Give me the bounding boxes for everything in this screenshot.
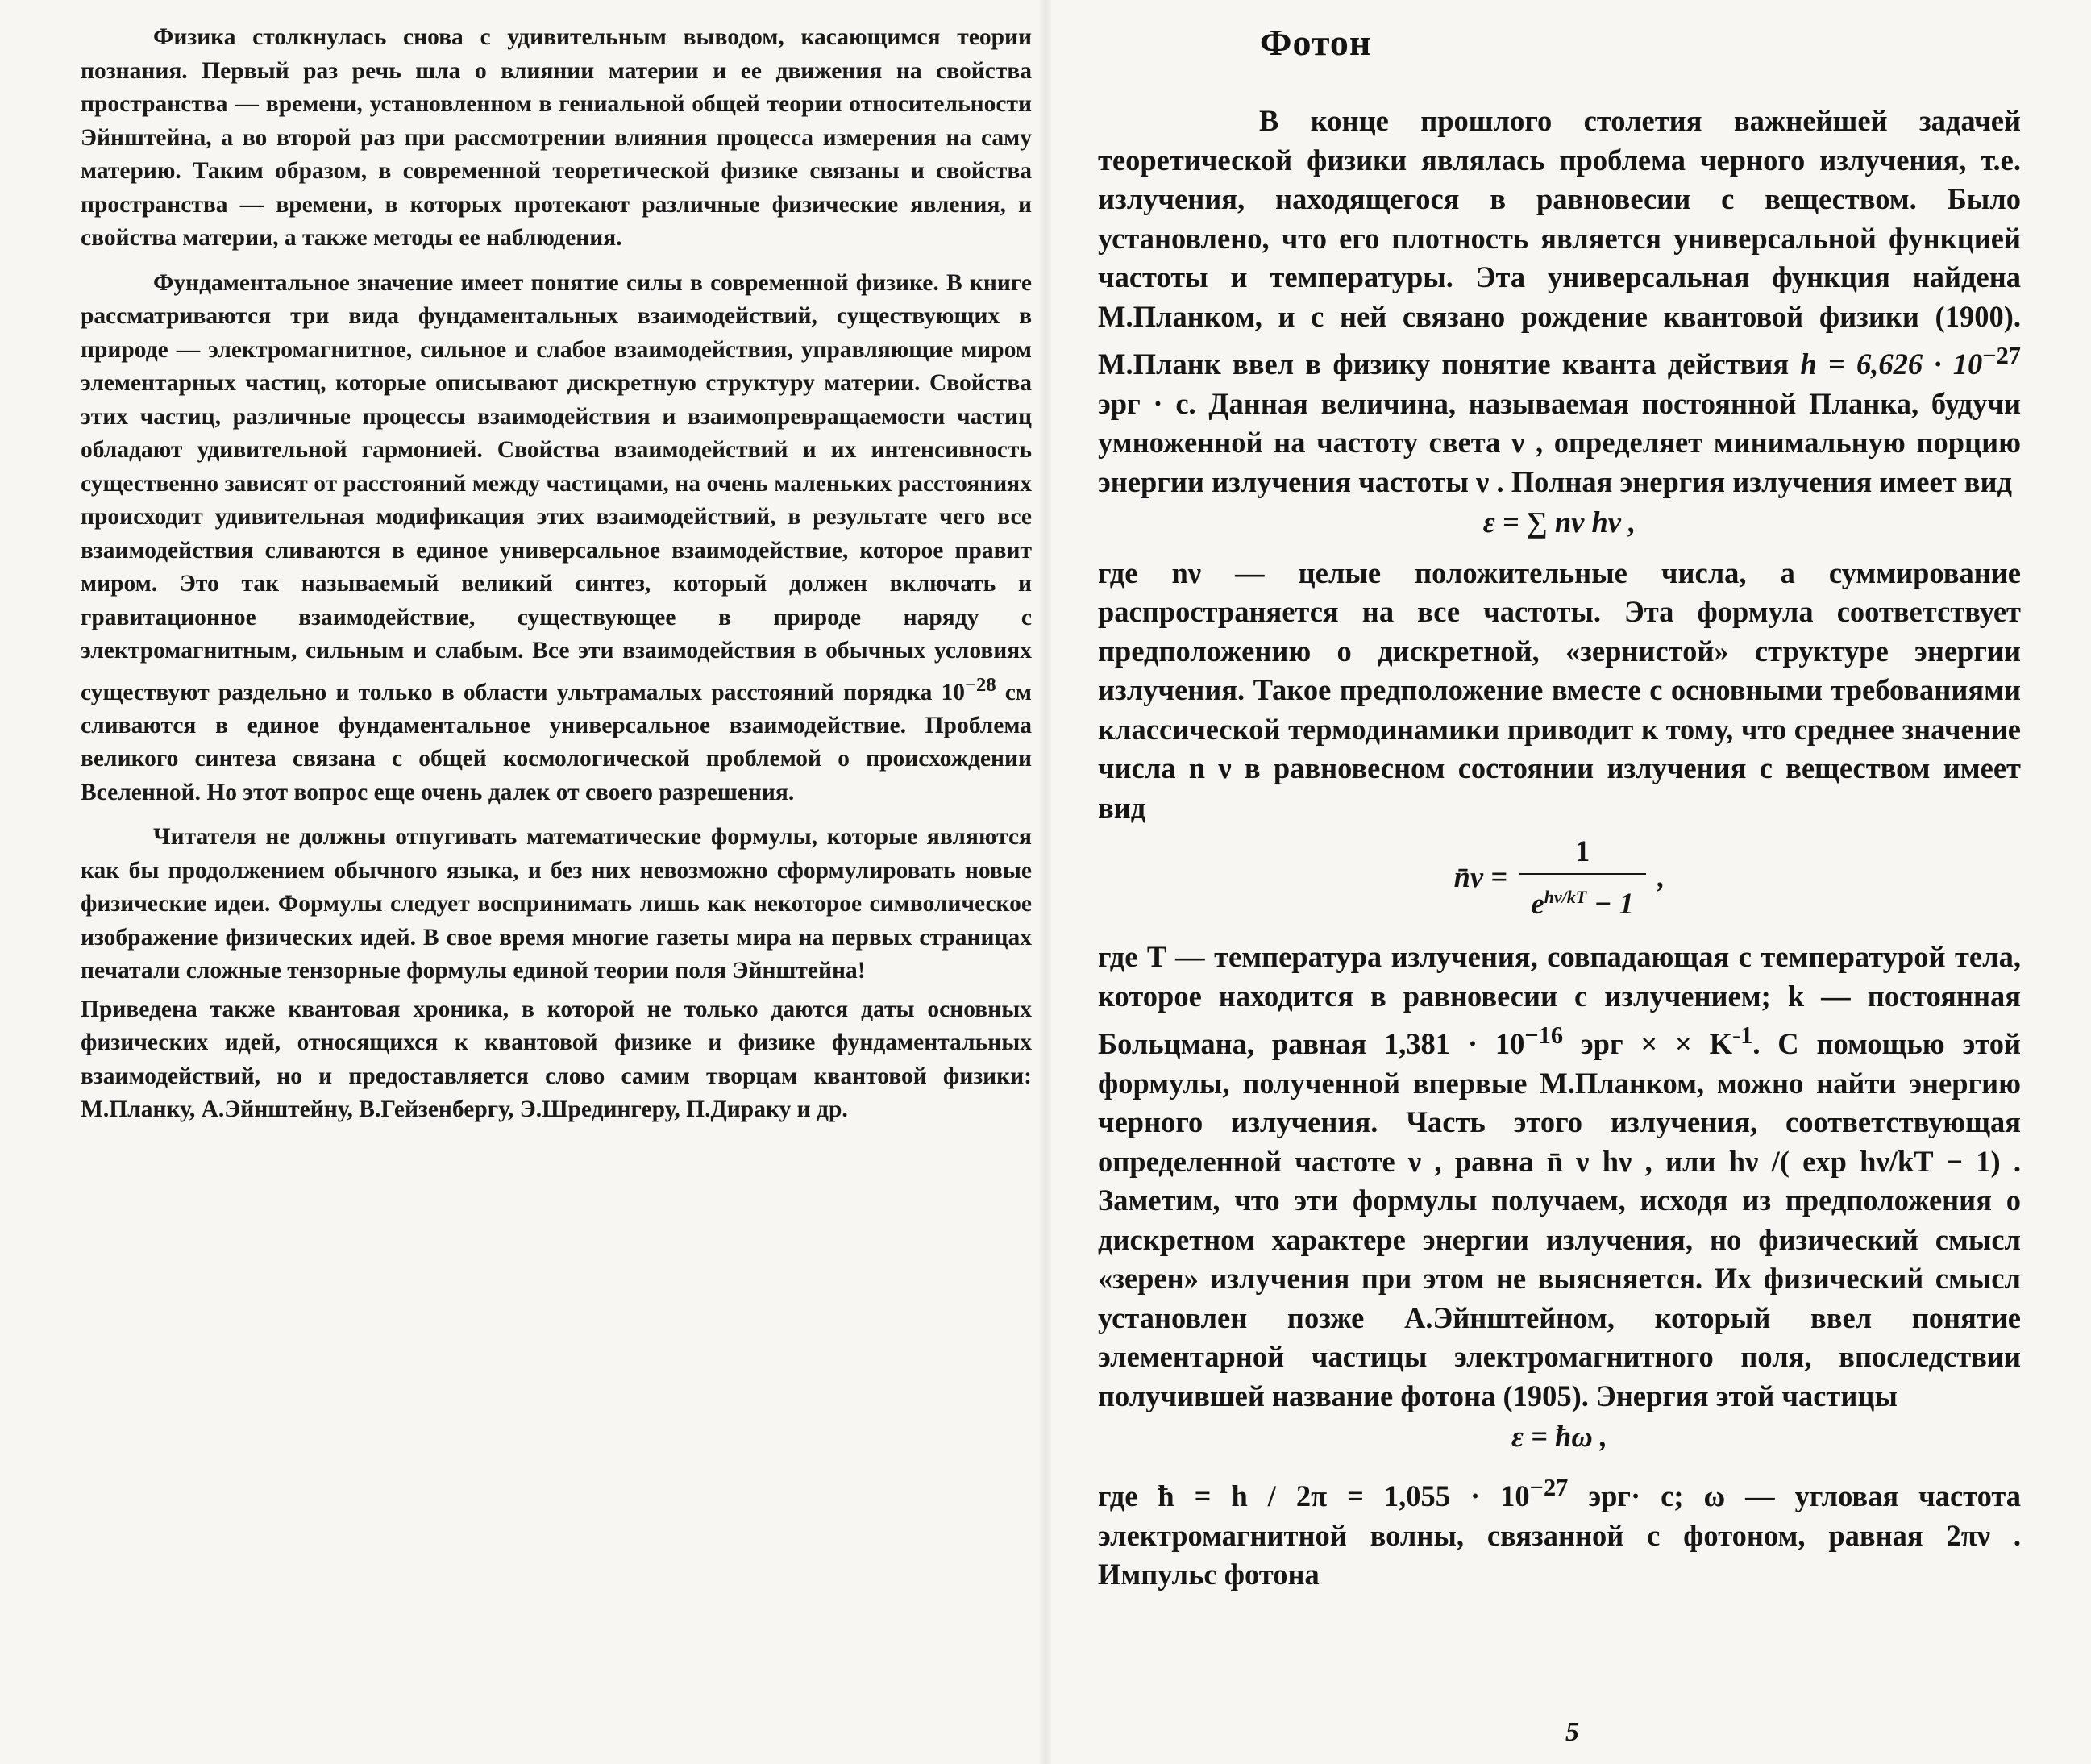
paragraph (81, 993, 1032, 1127)
denominator-tail: − 1 (1586, 886, 1634, 920)
paragraph-text: Фундаментальное значение имеет понятие силы в современной физике. В книге рассматриваются три вида фундаментальных взаимодействий, существующих в природе — электромагнитное, сильное и слабое взаимодействия, управляющие миром элементарных частиц, которые описывают дискретную структуру материи. Свойства этих частиц, различные процессы взаимодействия и взаимопревращаемости частиц обладают удивительной гармонией. Свойства взаимодействий и их интенсивность существенно зависят от расстояний между частицами, на очень маленьких расстояниях происходит удивительная модификация этих взаимодействий, в результате чего все взаимодействия сливаются в единое универсальное взаимодействие, которое правит миром. Это так называемый великий синтез, который должен включать и гравитационное взаимодействие, существующее в природе наряду с электромагнитным, сильным и слабым. Все эти взаимодействия в обычных условиях существуют раздельно и только в области ультрамалых расстояний порядка 10 (81, 269, 1032, 705)
formula-photon-energy: ε = ħω , (1511, 1420, 1607, 1454)
paragraph (1098, 1468, 2021, 1595)
paragraph-text: где nν — целые положительные числа, а суммирование распространяется на все частоты. Эта формула соответствует предположению о дискретной, «зернистой» структуре энергии излучения. Такое предположение вместе с основными требованиями классической термодинамики приводит к тому, что среднее значение числа n ν в равновесном состоянии излучения с веществом имеет вид (1098, 555, 2021, 824)
exponent: −28 (965, 673, 996, 696)
paragraph-text: где T — температура излучения, совпадающая с температурой тела, которое находится в равновесии с излучением; k — постоянная Больцмана, равная 1,381 · 10 (1098, 940, 2021, 1061)
planck-constant: h = 6,626 · 10 (1800, 347, 1983, 381)
formula-comma: , (1657, 860, 1665, 894)
paragraph-text: эрг· с; ω — угловая частота электромагнитной волны, связанной с фотоном, равная 2πν . Импульс фотона (1098, 1479, 2021, 1591)
formula-lhs: n̄ν = (1453, 860, 1508, 894)
fraction (1519, 832, 1646, 923)
paragraph (81, 267, 1032, 810)
left-page-text (81, 21, 1032, 1138)
paragraph (1098, 554, 2021, 828)
paragraph-text: Приведена также квантовая хроника, в которой не только даются даты основных физических идей, относящихся к квантовой физике и физике фундаментальных взаимодействий, но и предоставляется слово самим творцам квантовой физики: М.Планку, А.Эйнштейну, В.Гейзенбергу, Э.Шредингеру, П.Дираку и др. (81, 996, 1032, 1123)
denominator (1531, 875, 1633, 924)
formula-energy-sum: ε = ∑ nν hν , (1482, 505, 1636, 539)
exponent: −27 (1529, 1473, 1569, 1501)
section-title: Фотон (1260, 22, 1372, 63)
paragraph-text: эрг × × K (1563, 1027, 1732, 1061)
paragraph (1098, 938, 2021, 1416)
formula-planck-distribution (1098, 832, 2021, 923)
unit: эрг · с. (1098, 386, 1196, 420)
right-page-text (1098, 102, 2021, 1595)
paragraph-text: см сливаются в единое фундаментальное универсальное взаимодействие. Проблема великого синтеза связана с общей космологической проблемой о происхождении Вселенной. Но этот вопрос еще очень далек от своего разрешения. (81, 679, 1032, 805)
paragraph-text: В конце прошлого столетия важнейшей задачей теоретической физики являлась проблема черного излучения, т.е. излучения, находящегося в равновесии с веществом. Было установлено, что его плотность является универсальной функцией частоты и температуры. Эта универсальная функция найдена М.Планком, и с ней связано рождение квантовой физики (1900). М.Планк ввел в физику понятие кванта действия (1098, 104, 2021, 381)
paragraph (81, 21, 1032, 256)
numerator: 1 (1519, 832, 1646, 875)
paragraph (81, 821, 1032, 988)
paragraph-text: где ħ = h / 2π = 1,055 · 10 (1098, 1479, 1530, 1513)
paragraph-text: Читателя не должны отпугивать математические формулы, которые являются как бы продолжением обычного языка, и без них невозможно сформулировать новые физические идеи. Формулы следует воспринимать лишь как некоторое символическое изображение физических идей. В свое время многие газеты мира на первых страницах печатали сложные тензорные формулы единой теории поля Эйнштейна! (81, 824, 1032, 984)
paragraph-text: Данная величина, называемая постоянной Планка, будучи умноженной на частоту света ν , определяет минимальную порцию энергии излучения частоты ν . Полная энергия излучения имеет вид (1098, 386, 2021, 498)
exponent: -1 (1731, 1021, 1753, 1050)
exponent: −27 (1982, 342, 2021, 369)
paragraph (1098, 102, 2021, 501)
paragraph-text: Физика столкнулась снова с удивительным выводом, касающимся теории познания. Первый раз речь шла о влиянии материи и ее движения на свойства пространства — времени, установленном в гениальной общей теории относительности Эйнштейна, а во второй раз при рассмотрении влияния процесса измерения на саму материю. Таким образом, в современной теоретической физике связаны и свойства пространства — времени, в которых протекают различные физические явления, и свойства материи, а также методы ее наблюдения. (81, 24, 1032, 251)
exponent: hν/kT (1544, 886, 1587, 907)
paragraph-text: . С помощью этой формулы, полученной впервые М.Планком, можно найти энергию черного излучения. Часть этого излучения, соответствующая определенной частоте ν , равна n̄ ν hν , или hν /( exp hν/kT − 1) . Заметим, что эти формулы получаем, исходя из предположения о дискретном характере энергии излучения, но физический смысл «зерен» излучения при этом не выясняется. Их физический смысл установлен позже А.Эйнштейном, который ввел понятие элементарной частицы электромагнитного поля, впоследствии получившей название фотона (1905). Энергия этой частицы (1098, 1027, 2021, 1412)
base: e (1531, 886, 1544, 920)
page-number: 5 (1565, 1717, 1579, 1747)
exponent: −16 (1524, 1021, 1564, 1050)
